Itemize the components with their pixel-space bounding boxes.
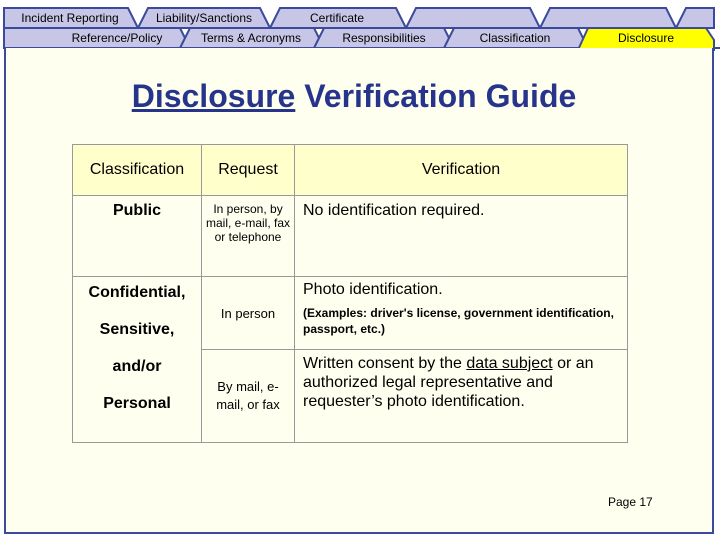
- remote-verification-before: Written consent by the: [303, 355, 467, 372]
- class-line-confidential: Confidential,: [88, 284, 186, 301]
- cell-public-verification: No identification required.: [295, 196, 628, 277]
- tab-disclosure[interactable]: Disclosure: [617, 31, 674, 45]
- page-title: [0, 78, 708, 115]
- cell-in-person-request: In person: [202, 277, 295, 350]
- cell-public-request: In person, by mail, e-mail, fax or telephone: [202, 196, 295, 277]
- class-line-personal: Personal: [103, 395, 171, 412]
- in-person-verification-text: Photo identification.: [303, 281, 443, 298]
- verification-table: [72, 144, 628, 443]
- tab-responsibilities[interactable]: Responsibilities: [342, 31, 426, 45]
- header-classification: Classification: [73, 145, 202, 196]
- cell-in-person-verification: [295, 277, 628, 350]
- in-person-example: (Examples: driver's license, government identification, passport, etc.): [303, 306, 614, 336]
- data-subject-link[interactable]: data subject: [466, 355, 553, 372]
- tab-terms-acronyms[interactable]: Terms & Acronyms: [200, 31, 302, 45]
- page-number: Page 17: [608, 495, 653, 509]
- header-request: Request: [202, 145, 295, 196]
- cell-restricted-classification: [73, 277, 202, 443]
- class-line-sensitive: Sensitive,: [99, 321, 175, 338]
- tab-liability-sanctions[interactable]: Liability/Sanctions: [155, 11, 253, 25]
- tab-classification[interactable]: Classification: [479, 31, 551, 45]
- table-row-in-person: [73, 277, 628, 350]
- table-header-row: [73, 145, 628, 196]
- tab-reference-policy[interactable]: Reference/Policy: [71, 31, 163, 45]
- header-verification: Verification: [295, 145, 628, 196]
- table-row-public: [73, 196, 628, 277]
- title-underlined-word: Disclosure: [131, 78, 296, 114]
- title-rest: Verification Guide: [295, 78, 577, 114]
- public-label: Public: [112, 202, 161, 219]
- remote-verification-after: or an authorized legal representative and requester’s photo identification.: [303, 355, 594, 410]
- cell-remote-request: By mail, e-mail, or fax: [202, 350, 295, 443]
- tab-certificate[interactable]: Certificate: [309, 11, 365, 25]
- tab-incident-reporting[interactable]: Incident Reporting: [21, 11, 119, 25]
- cell-public-classification: [73, 196, 202, 277]
- cell-remote-verification: [295, 350, 628, 443]
- class-line-andor: and/or: [112, 358, 162, 375]
